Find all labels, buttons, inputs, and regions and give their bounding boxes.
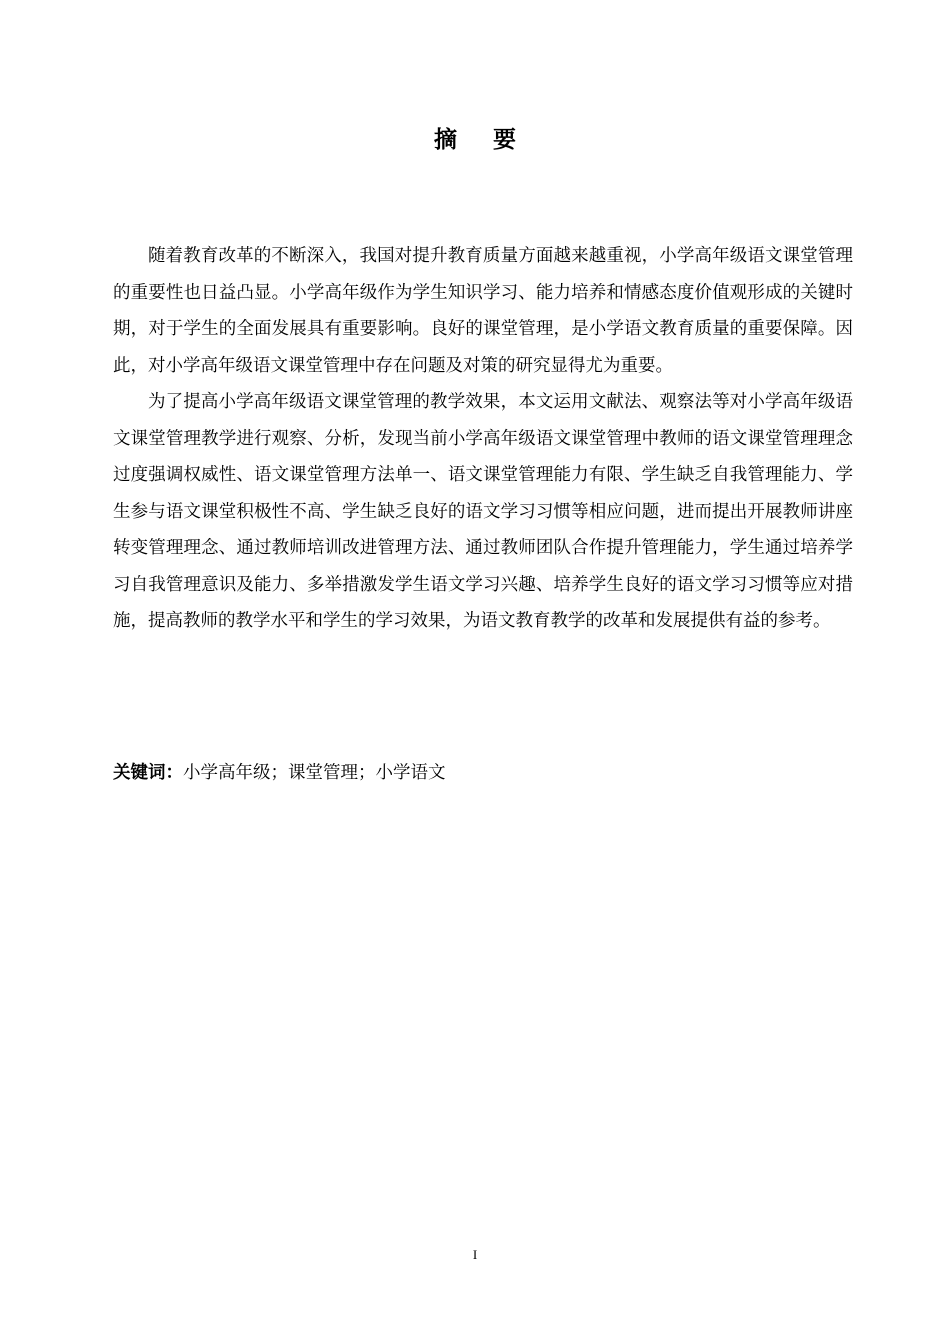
abstract-title: 摘 要 [433,127,530,153]
abstract-paragraph-2: 为了提高小学高年级语文课堂管理的教学效果，本文运用文献法、观察法等对小学高年级语文课堂管理教学进行观察、分析，发现当前小学高年级语文课堂管理中教师的语文课堂管理理念过度强调权威性、语文课堂管理方法单一、语文课堂管理能力有限、学生缺乏自我管理能力、学生参与语文课堂积极性不高、学生缺乏良好的语文学习习惯等相应问题，进而提出开展教师讲座转变管理理念、通过教师培训改进管理方法、通过教师团队合作提升管理能力，学生通过培养学习自我管理意识及能力、多举措激发学生语文学习兴趣、培养学生良好的语文学习习惯等应对措施，提高教师的教学水平和学生的学习效果，为语文教育教学的改革和发展提供有益的参考。 [113,392,853,631]
keywords-line [113,757,853,789]
keywords-value: 小学高年级；课堂管理；小学语文 [183,763,446,783]
keywords-label: 关键词： [113,763,183,783]
abstract-paragraph-1: 随着教育改革的不断深入，我国对提升教育质量方面越来越重视，小学高年级语文课堂管理的重要性也日益凸显。小学高年级作为学生知识学习、能力培养和情感态度价值观形成的关键时期，对于学生的全面发展具有重要影响。良好的课堂管理，是小学语文教育质量的重要保障。因此，对小学高年级语文课堂管理中存在问题及对策的研究显得尤为重要。 [113,246,853,376]
page-number: I [472,1247,478,1262]
abstract-body [113,238,853,640]
